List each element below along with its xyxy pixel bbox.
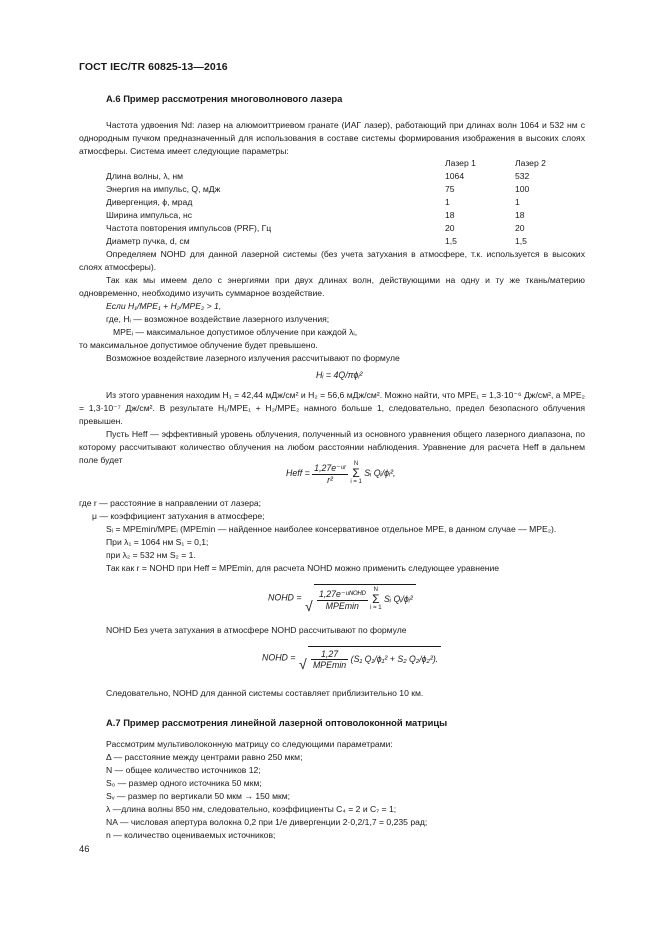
fraction-numerator: 1,27e⁻ᵘʳ [314,462,346,473]
where-r-line: где r — расстояние в направлении от лазера; [79,498,262,508]
fraction-denominator: r² [327,474,333,485]
table-row [106,183,576,196]
section-a6-title: A.6 Пример рассмотрения многоволнового лазера [106,93,343,104]
table-row [106,196,576,209]
list-item: NA — числовая апертура волокна 0,2 при 1/e дивергенции 2·0,2/1,7 = 0,235 рад; [106,817,428,827]
formula-heff-tail: Sᵢ Qᵢ/ϕᵢ², [364,467,396,478]
formula-nohd-simple-body: (S₁ Q₁/ϕ₁² + S₂ Q₂/ϕ₂²). [350,653,439,664]
formula-heff-fraction [312,463,348,485]
list-item: Sᵥ — размер по вертикали 50 мкм → 150 мкм; [106,791,291,801]
sum-lower-limit: i = 1 [370,605,382,611]
where-mpe-line: MPEᵢ — максимальное допустимое облучение при каждой λᵢ, [113,327,358,337]
table-header-cell: Лазер 2 [515,158,546,168]
table-cell: 532 [515,171,530,181]
list-item: λ —длина волны 850 нм, следовательно, коэффициенты C₄ = 2 и C₇ = 1; [106,804,397,814]
where-h-line: где, Hᵢ — возможное воздействие лазерного излучения; [106,314,330,324]
square-root [314,584,416,612]
table-header-cell: Лазер 1 [445,158,476,168]
list-item: N — общее количество источников 12; [106,765,261,775]
table-cell: Ширина импульса, нс [106,210,193,220]
a6-intro-paragraph: Частота удвоения Nd: лазер на алюмоиттриевом гранате (ИАГ лазер), работающий при длинах волн 1064 и 532 нм с однородным пучком предназначенный для использования в составе системы формирования изображения в высоких слоях атмосферы. Система имеет следующие параметры: [79,120,585,156]
sum-upper-limit: N [353,461,359,467]
formula-nohd-simple-fraction [311,649,348,670]
sum-lower-limit: i = 1 [350,479,362,485]
list-item: S₀ — размер одного источника 50 мкм; [106,778,262,788]
formula-heff [286,461,395,486]
a7-intro-line: Рассмотрим мультиволоконную матрицу со следующими параметрами: [106,739,393,749]
heff-paragraph: Пусть Heff — эффективный уровень облучения, полученный из основного уравнения общего лазерного диапазона, по которому рассчитывают количество облучения на любом расстоянии наблюдения. Уравнение для расчета Heff в дальнем поле будет [79,429,586,465]
then-line: то максимальное допустимое облучение будет превышено. [79,340,318,350]
section-a7-title: A.7 Пример рассмотрения линейной лазерной оптоволоконной матрицы [106,717,448,728]
formula-nohd-tail: Sᵢ Qᵢ/ϕᵢ² [384,593,413,604]
nohd-equation-intro: Так как r = NOHD при Heff = MPEmin, для расчета NOHD можно применить следующее уравнение [106,563,500,573]
table-row [106,170,576,183]
lambda2-line: при λ₂ = 532 нм S₂ = 1. [106,550,196,560]
table-cell: Частота повторения импульсов (PRF), Гц [106,223,272,233]
sum-upper-limit: N [373,587,378,593]
formula-nohd-simple-lhs: NOHD = [262,652,296,663]
table-cell: 1,5 [445,236,457,246]
square-root [308,646,441,670]
nohd-paragraph: Определяем NOHD для данной лазерной системы (без учета затухания в атмосфере, т.к. используется в высоких слоях атмосферы). [79,249,585,272]
fraction-numerator: √ 1,27 [311,649,348,660]
fraction-denominator: MPEmin [312,660,347,670]
formula-nohd-lhs: NOHD = [268,592,302,603]
formula-nohd [268,584,416,612]
formula-nohd-fraction [317,589,368,611]
document-header: ГОСТ IEC/TR 60825-13—2016 [79,61,228,73]
sum-symbol: N Σ i = 1 [370,587,382,611]
formula-h-i: Hᵢ = 4Q/πϕᵢ² [316,370,363,380]
table-cell: 20 [445,223,455,233]
calc-intro-line: Возможное воздействие лазерного излучения рассчитывают по формуле [106,353,400,363]
fraction-numerator: √ 1,27e⁻ᵘᴺᴼᴴᴰ [318,588,366,599]
combined-exposure-paragraph: Так как мы имеем дело с энергиями при двух длинах волн, действующими на одну и ту же ткань/материю одновременно, необходимо изучить суммарное воздействие. [79,275,585,298]
formula-nohd-simple [262,646,441,670]
table-cell: Длина волны, λ, нм [106,171,184,181]
mu-line: μ — коэффициент затухания в атмосфере; [92,511,265,521]
table-cell: 1,5 [515,236,527,246]
list-item: Δ — расстояние между центрами равно 250 мкм; [106,752,303,762]
result-line: Следовательно, NOHD для данной системы составляет приблизительно 10 км. [106,688,424,698]
condition-line: Если H₁/MPE₁ + H₂/MPE₂ > 1, [106,301,222,311]
table-cell: 18 [445,210,455,220]
table-row [106,209,576,222]
table-cell: 1 [515,197,520,207]
lambda1-line: При λ₁ = 1064 нм S₁ = 0,1; [106,537,209,547]
mpe-results-paragraph: Из этого уравнения находим H₁ = 42,44 мДж/см² и H₂ = 56,6 мДж/см². Можно найти, что MPE₁ = 1,3·10⁻⁶ Дж/см², а MPE₂ = 1,3·10⁻⁷ Дж/см². В результате H₁/MPE₁ + H₂/MPE₂ намного больше 1, следовательно, предел безопасного облучения превышен. [79,390,585,426]
table-header-row [106,157,576,170]
si-line: Sᵢ = MPEmin/MPEᵢ (MPEmin — найденное наиболее консервативное отдельное MPE, в данном случае — MPE₂). [106,524,557,534]
table-cell: Дивергенция, ϕ, мрад [106,197,193,207]
list-item: n — количество оцениваемых источников; [106,830,276,840]
table-cell: 75 [445,184,455,194]
table-cell: 1064 [445,171,465,181]
table-row [106,222,576,235]
sum-symbol: N Σ i = 1 [350,461,362,485]
nohd-no-attenuation-intro: NOHD Без учета затухания в атмосфере NOHD рассчитывают по формуле [106,625,407,635]
table-cell: Диаметр пучка, d, см [106,236,190,246]
formula-heff-lhs: Heff = [286,467,310,478]
table-row [106,235,576,248]
table-cell: 18 [515,210,525,220]
table-cell: Энергия на импульс, Q, мДж [106,184,221,194]
fraction-denominator: MPEmin [325,600,359,611]
page-number: 46 [79,843,90,854]
table-cell: 1 [445,197,450,207]
table-cell: 20 [515,223,525,233]
table-cell: 100 [515,184,530,194]
